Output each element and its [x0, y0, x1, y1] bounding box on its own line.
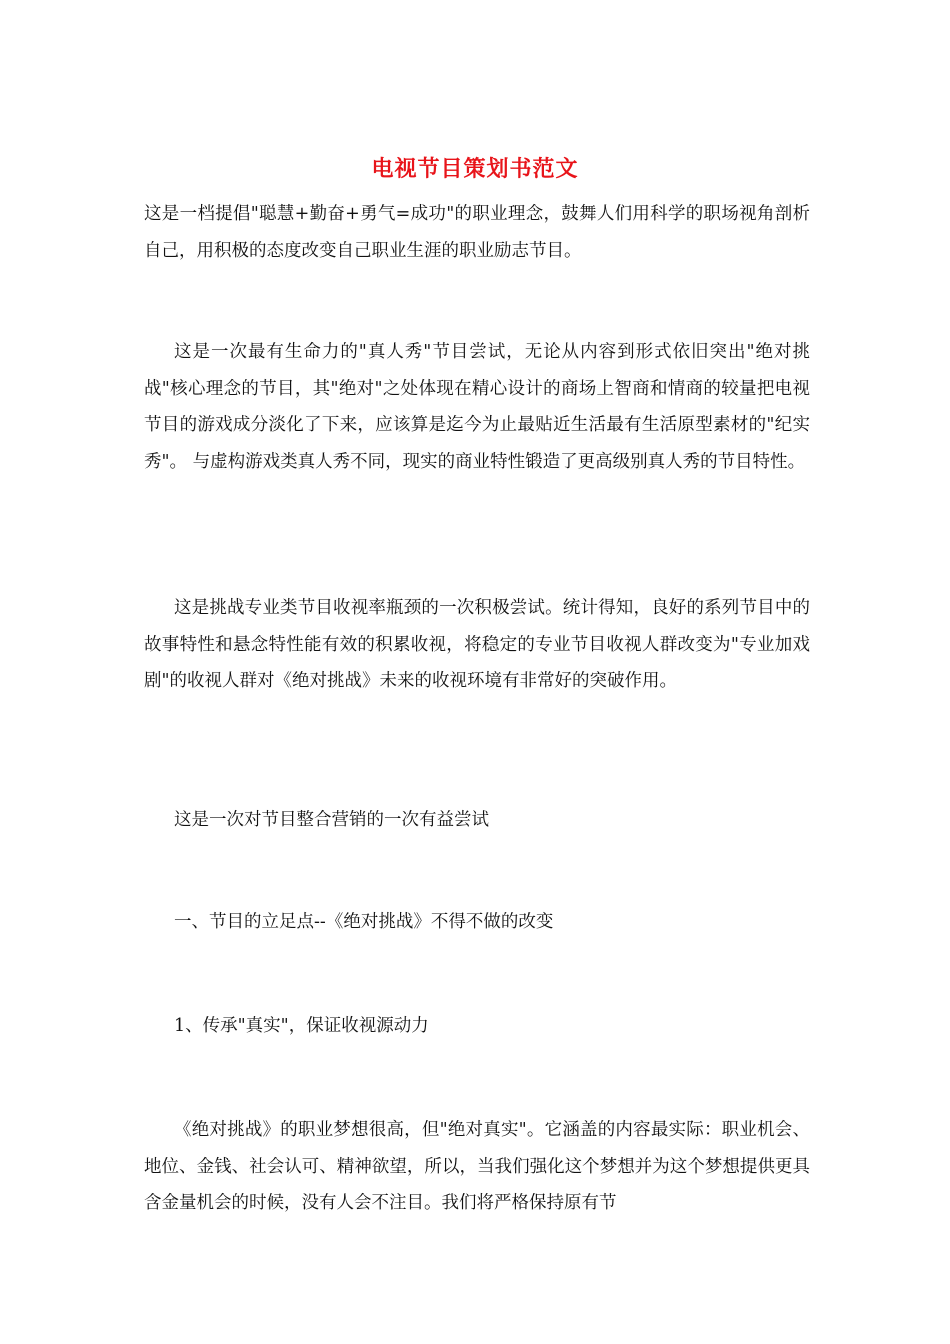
paragraph-career-dream: 《绝对挑战》的职业梦想很高，但"绝对真实"。它涵盖的内容最实际：职业机会、地位、金钱、社会认可、精神欲望，所以，当我们强化这个梦想并为这个梦想提供更具含金量机会的时候，没有人会不注目。我们将严格保持原有节 [144, 1120, 810, 1213]
paragraph-ratings: 这是挑战专业类节目收视率瓶颈的一次积极尝试。统计得知，良好的系列节目中的故事特性和悬念特性能有效的积累收视，将稳定的专业节目收视人群改变为"专业加戏剧"的收视人群对《绝对挑战》未来的收视环境有非常好的突破作用。 [144, 598, 810, 691]
paragraph-reality-show: 这是一次最有生命力的"真人秀"节目尝试，无论从内容到形式依旧突出"绝对挑战"核心理念的节目，其"绝对"之处体现在精心设计的商场上智商和情商的较量把电视节目的游戏成分淡化了下来，应该算是迄今为止最贴近生活最有生活原型素材的"纪实秀"。 与虚构游戏类真人秀不同，现实的商业特性锻造了更高级别真人秀的节目特性。 [144, 342, 810, 472]
subsection-heading-1-1: 1、传承"真实"，保证收视源动力 [174, 1016, 429, 1036]
section-heading-1: 一、节目的立足点--《绝对挑战》不得不做的改变 [174, 912, 554, 932]
paragraph-intro: 这是一档提倡"聪慧+勤奋+勇气=成功"的职业理念，鼓舞人们用科学的职场视角剖析自己，用积极的态度改变自己职业生涯的职业励志节目。 [144, 204, 810, 261]
document-title: 电视节目策划书范文 [371, 156, 579, 182]
paragraph-marketing: 这是一次对节目整合营销的一次有益尝试 [174, 810, 489, 830]
